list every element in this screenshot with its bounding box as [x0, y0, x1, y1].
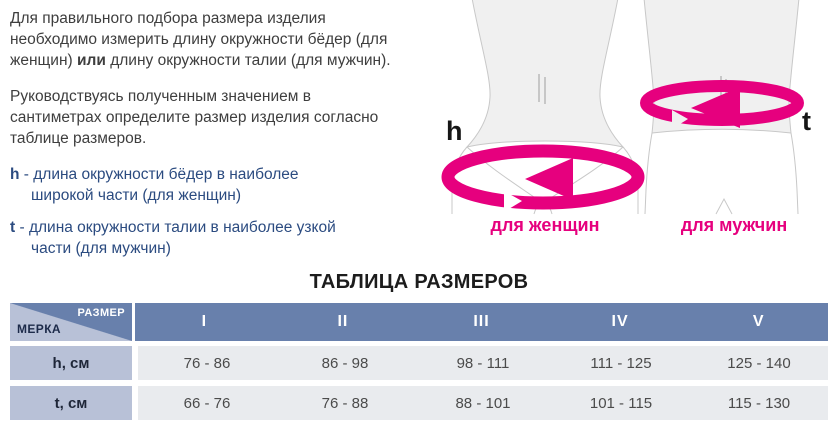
corner-measure-label: МЕРКА	[17, 322, 61, 336]
caption-for-men: для мужчин	[680, 215, 788, 235]
instructions-block	[10, 8, 440, 270]
intro-p1-line3-pre: женщин)	[10, 52, 77, 69]
definition-h-line2: широкой части (для женщин)	[31, 187, 242, 204]
intro-paragraph-1	[10, 8, 440, 71]
intro-p1-line3-bold: или	[77, 52, 106, 69]
intro-paragraph-2	[10, 86, 440, 149]
hip-measure-arrow-icon	[448, 151, 638, 212]
caption-for-women: для женщин	[490, 215, 600, 235]
column-header-5: V	[752, 313, 765, 330]
cell-t-2: 76 - 88	[321, 394, 369, 412]
definition-h-letter: h	[10, 166, 20, 183]
definition-t-text: - длина окружности талии в наиболее узкой	[19, 219, 336, 236]
cell-t-5: 115 - 130	[727, 394, 791, 412]
column-header-2: II	[337, 313, 349, 330]
intro-p1-line2: необходимо измерить длину окружности бёдер (для	[10, 31, 388, 48]
row-values-h	[138, 346, 828, 380]
hip-letter-label: h	[446, 116, 463, 146]
definition-h	[10, 164, 440, 206]
size-table-header-row	[10, 303, 828, 341]
cell-h-3: 98 - 111	[456, 354, 510, 372]
intro-p1-line3-post: длину окружности талии (для мужчин).	[105, 52, 391, 69]
cell-t-1: 66 - 76	[183, 394, 231, 412]
cell-t-4: 101 - 115	[589, 394, 653, 412]
size-table-corner-cell	[10, 303, 132, 341]
intro-p2-line1: Руководствуясь полученным значением в	[10, 88, 311, 105]
definition-h-text: - длина окружности бёдер в наиболее	[23, 166, 299, 183]
definition-t-line2: части (для мужчин)	[31, 240, 171, 257]
definition-t-line1	[10, 217, 440, 238]
row-values-t	[138, 386, 828, 420]
definition-h-line1	[10, 164, 440, 185]
column-header-1: I	[201, 313, 208, 330]
corner-size-label: РАЗМЕР	[77, 307, 125, 319]
column-header-4: IV	[611, 313, 629, 330]
cell-h-2: 86 - 98	[321, 354, 369, 372]
table-row-t	[10, 386, 828, 420]
intro-p1-line1: Для правильного подбора размера изделия	[10, 10, 326, 27]
intro-p2-line2: сантиметрах определите размер изделия согласно	[10, 109, 379, 126]
size-column-headers	[132, 303, 828, 341]
cell-h-5: 125 - 140	[727, 354, 791, 372]
table-row-h	[10, 346, 828, 380]
row-label-h: h, см	[10, 346, 132, 380]
intro-p1-line3	[10, 50, 440, 71]
waist-letter-label: t	[802, 106, 811, 136]
definition-t-letter: t	[10, 219, 16, 236]
column-header-3: III	[473, 313, 490, 330]
row-label-t: t, см	[10, 386, 132, 420]
size-table-title: ТАБЛИЦА РАЗМЕРОВ	[309, 271, 529, 293]
cell-h-1: 76 - 86	[183, 354, 231, 372]
cell-h-4: 111 - 125	[590, 354, 652, 372]
cell-t-3: 88 - 101	[455, 394, 511, 412]
measurement-definitions	[10, 164, 440, 259]
size-table	[10, 303, 828, 426]
female-torso-illustration	[440, 0, 650, 245]
definition-t	[10, 217, 440, 259]
intro-p2-line3: таблице размеров.	[10, 130, 147, 147]
